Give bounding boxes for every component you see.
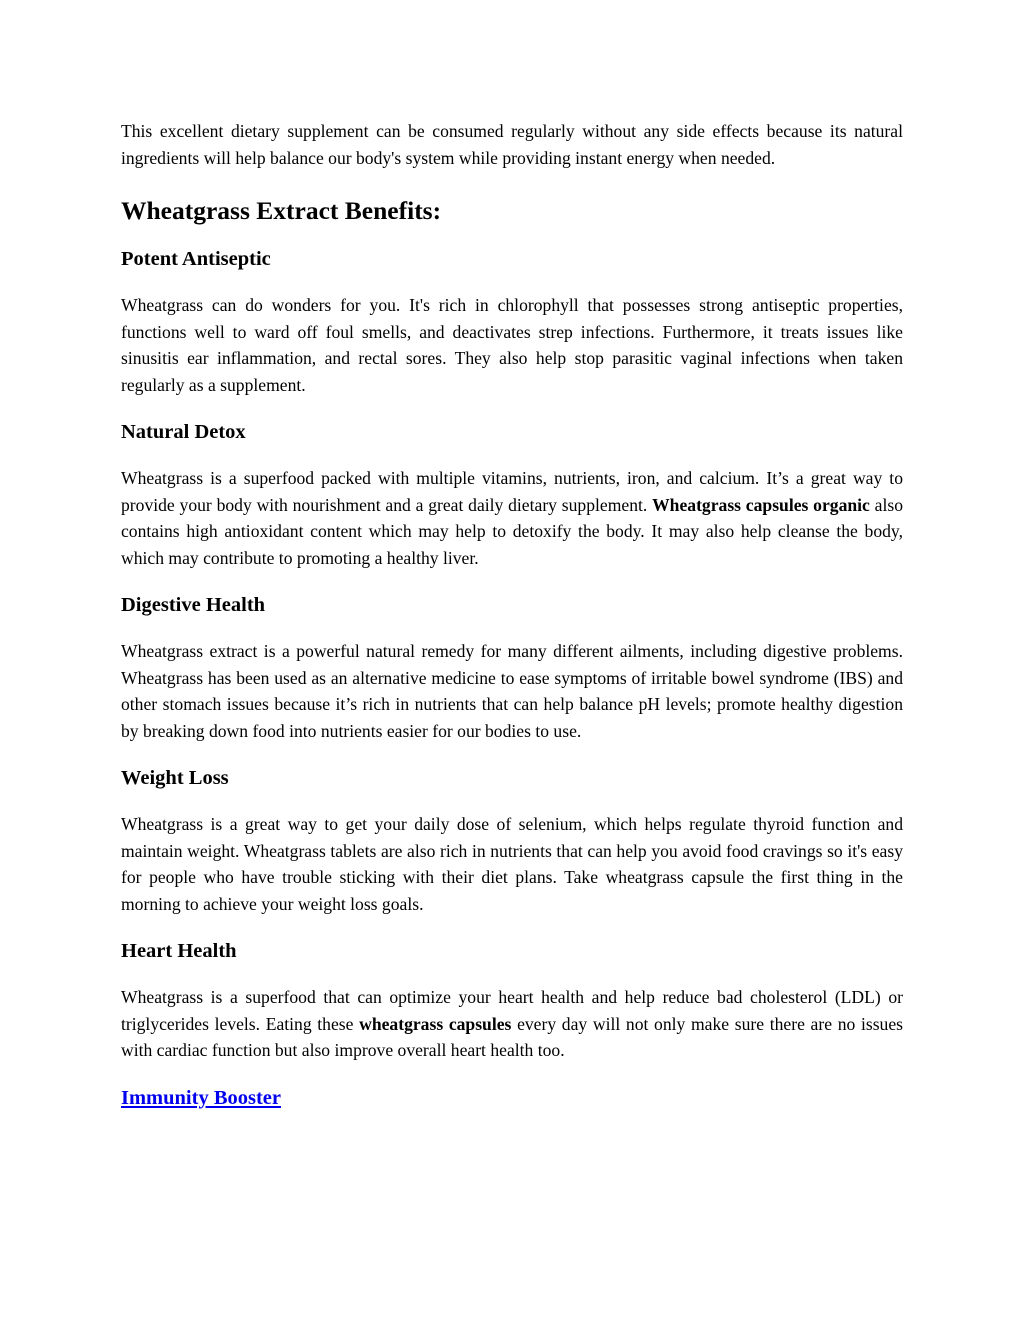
immunity-booster-link[interactable]: Immunity Booster bbox=[121, 1086, 282, 1109]
section-heading-natural-detox: Natural Detox bbox=[121, 421, 246, 443]
section-text-natural-detox-part2: also contains high antioxidant content which may help to detoxify the body. It may also help cleanse the body, which may contribute to promoting a healthy liver. bbox=[121, 494, 903, 568]
section-text-heart-health bbox=[121, 984, 903, 1064]
section-heading-weight-loss: Weight Loss bbox=[121, 767, 229, 789]
section-text-digestive-health: Wheatgrass extract is a powerful natural remedy for many different ailments, including digestive problems. Wheatgrass has been used as an alternative medicine to ease symptoms of irritable bowel syndrome (IBS) and other stomach issues because it’s rich in nutrients that can help balance pH levels; promote healthy digestion by breaking down food into nutrients easier for our bodies to use. bbox=[121, 641, 903, 741]
section-text-weight-loss: Wheatgrass is a great way to get your daily dose of selenium, which helps regulate thyroid function and maintain weight. Wheatgrass tablets are also rich in nutrients that can help you avoid food cravings so it's easy for people who have trouble sticking with their diet plans. Take wheatgrass capsule the first thing in the morning to achieve your weight loss goals. bbox=[121, 814, 903, 914]
section-heading-heart-health: Heart Health bbox=[121, 940, 237, 962]
main-heading: Wheatgrass Extract Benefits: bbox=[121, 196, 442, 225]
section-heading-digestive-health: Digestive Health bbox=[121, 594, 266, 616]
section-text-heart-health-part2: every day will not only make sure there are no issues with cardiac function but also improve overall heart health too. bbox=[121, 1013, 903, 1060]
bold-phrase-wheatgrass-capsules: wheatgrass capsules bbox=[359, 1013, 512, 1034]
immunity-booster-heading bbox=[121, 1084, 903, 1112]
section-text-natural-detox-part1: Wheatgrass is a superfood packed with multiple vitamins, nutrients, iron, and calcium. It’s a great way to provide your body with nourishment and a great daily dietary supplement. bbox=[121, 468, 903, 515]
section-text-heart-health-part1: Wheatgrass is a superfood that can optimize your heart health and help reduce bad cholesterol (LDL) or triglycerides levels. Eating these bbox=[121, 987, 903, 1034]
section-text-potent-antiseptic: Wheatgrass can do wonders for you. It's rich in chlorophyll that possesses strong antiseptic properties, functions well to ward off foul smells, and deactivates strep infections. Furthermore, it treats issues like sinusitis ear inflammation, and rectal sores. They also help stop parasitic vaginal infections when taken regularly as a supplement. bbox=[121, 295, 903, 395]
section-heading-potent-antiseptic: Potent Antiseptic bbox=[121, 248, 271, 270]
section-text-natural-detox bbox=[121, 465, 903, 571]
document-page bbox=[121, 118, 903, 1112]
bold-phrase-wheatgrass-capsules-organic: Wheatgrass capsules organic bbox=[652, 494, 870, 515]
intro-paragraph: This excellent dietary supplement can be consumed regularly without any side effects because its natural ingredients will help balance our body's system while providing instant energy when needed. bbox=[121, 121, 903, 168]
